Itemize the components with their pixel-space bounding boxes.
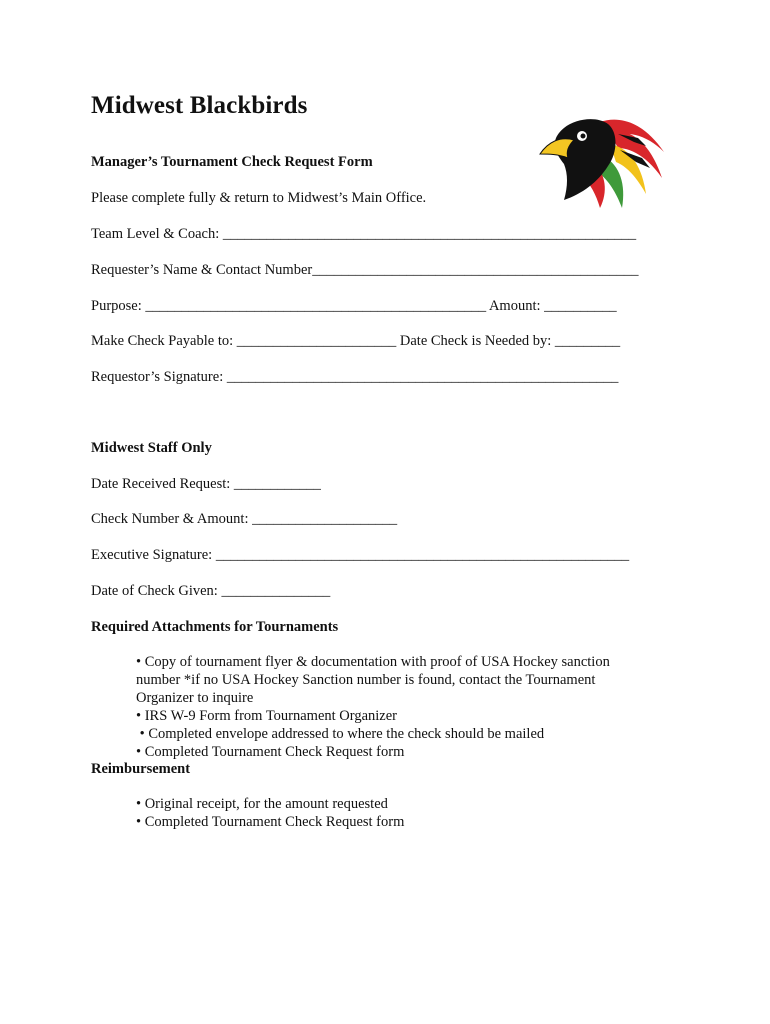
- list-item: • Original receipt, for the amount requested: [136, 796, 388, 812]
- team-level-coach-field[interactable]: Team Level & Coach: _________________________________________________________: [91, 226, 637, 242]
- instructions-text: Please complete fully & return to Midwest’s Main Office.: [91, 190, 427, 206]
- list-item: • Copy of tournament flyer & documentation with proof of USA Hockey sanction number *if no USA Hockey Sanction number is found, contact the Tournament Organizer to inquire: [136, 654, 614, 706]
- requester-name-contact-field[interactable]: Requester’s Name & Contact Number_____________________________________________: [91, 262, 639, 278]
- form-title: Manager’s Tournament Check Request Form: [91, 154, 373, 170]
- list-item: • Completed Tournament Check Request form: [136, 814, 405, 830]
- check-number-amount-field[interactable]: Check Number & Amount: ____________________: [91, 511, 398, 527]
- attachments-heading: Required Attachments for Tournaments: [91, 619, 339, 635]
- list-item: • IRS W-9 Form from Tournament Organizer: [136, 708, 397, 724]
- date-received-field[interactable]: Date Received Request: ____________: [91, 476, 321, 492]
- blackbird-logo-icon: [538, 108, 666, 212]
- staff-heading: Midwest Staff Only: [91, 440, 212, 456]
- payable-date-needed-field[interactable]: Make Check Payable to: ______________________ Date Check is Needed by: _________: [91, 333, 621, 349]
- reimbursement-heading: Reimbursement: [91, 761, 191, 777]
- reimbursement-list: [136, 795, 646, 831]
- list-item: • Completed Tournament Check Request form: [136, 744, 405, 760]
- executive-signature-field[interactable]: Executive Signature: _________________________________________________________: [91, 547, 630, 563]
- page-title: Midwest Blackbirds: [91, 92, 308, 119]
- purpose-amount-field[interactable]: Purpose: _______________________________________________ Amount: __________: [91, 298, 617, 314]
- requestor-signature-field[interactable]: Requestor’s Signature: ______________________________________________________: [91, 369, 619, 385]
- date-check-given-field[interactable]: Date of Check Given: _______________: [91, 583, 331, 599]
- list-item: • Completed envelope addressed to where the check should be mailed: [136, 726, 545, 742]
- attachments-list: [136, 653, 646, 761]
